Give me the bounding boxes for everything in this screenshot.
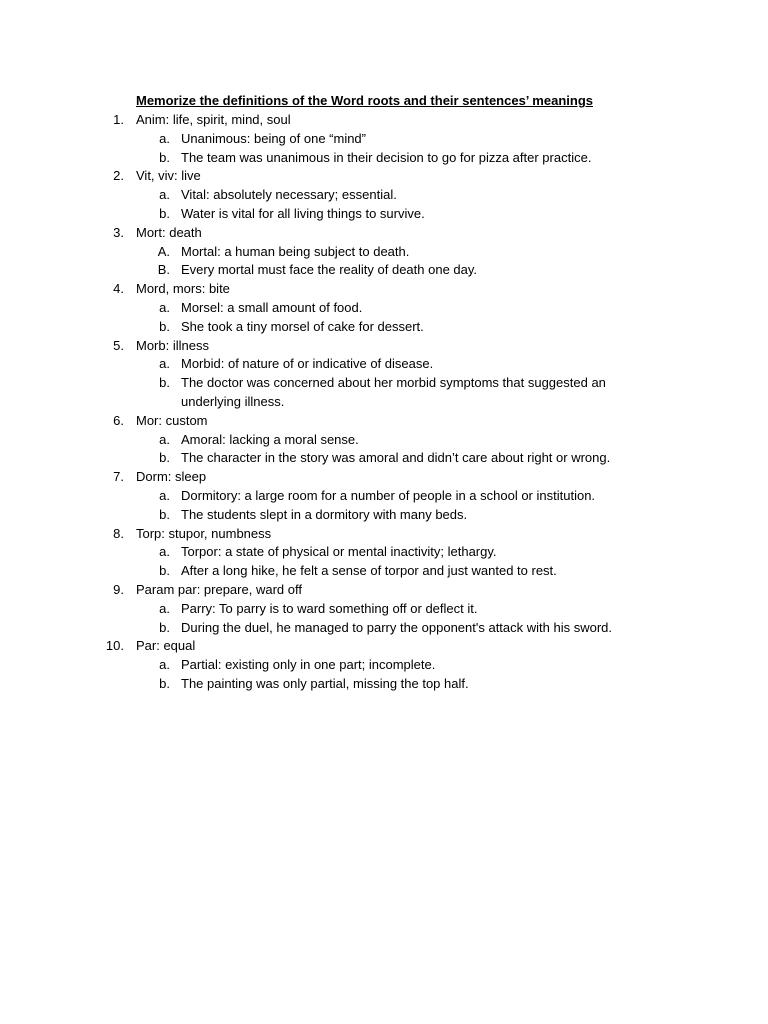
example-sentence <box>0 675 768 694</box>
example-sentence <box>0 261 768 280</box>
sub-item-marker: B. <box>157 262 170 278</box>
example-word-definition <box>0 355 768 374</box>
example-sentence <box>0 506 768 525</box>
word-root-item <box>0 280 768 299</box>
example-sentence <box>0 205 768 224</box>
word-root-definition: Vit, viv: live <box>136 168 201 184</box>
sub-item-marker: a. <box>159 487 170 503</box>
item-number: 1. <box>113 112 124 127</box>
sub-item-text: Vital: absolutely necessary; essential. <box>181 187 397 203</box>
example-word-definition <box>0 656 768 675</box>
sub-item-marker: b. <box>159 506 170 522</box>
word-root-item <box>0 581 768 600</box>
sub-item-text: Parry: To parry is to ward something off or deflect it. <box>181 600 478 616</box>
item-number: 10. <box>105 638 124 654</box>
word-root-item <box>0 167 768 186</box>
sub-item-marker: a. <box>159 356 170 372</box>
sub-item-text: The team was unanimous in their decision to go for pizza after practice. <box>181 149 592 165</box>
sub-item-text: The painting was only partial, missing the top half. <box>181 675 469 691</box>
example-sentence <box>0 562 768 581</box>
example-word-definition <box>0 431 768 450</box>
word-root-definition: Mord, mors: bite <box>136 281 230 297</box>
example-sentence <box>0 318 768 337</box>
word-root-definition: Mor: custom <box>136 412 208 428</box>
sub-item-text: She took a tiny morsel of cake for dessert. <box>181 318 424 334</box>
sub-item-text: Every mortal must face the reality of death one day. <box>181 262 478 278</box>
example-word-definition <box>0 243 768 262</box>
word-root-definition: Morb: illness <box>136 337 209 353</box>
sub-item-text: Morbid: of nature of or indicative of disease. <box>181 356 434 372</box>
sub-item-text: Unanimous: being of one “mind” <box>181 130 366 146</box>
sub-item-text: Mortal: a human being subject to death. <box>181 243 410 259</box>
sub-item-text: The character in the story was amoral and didn’t care about right or wrong. <box>181 450 611 466</box>
sub-item-text: After a long hike, he felt a sense of torpor and just wanted to rest. <box>181 563 557 579</box>
example-word-definition <box>0 130 768 149</box>
sub-item-marker: a. <box>159 544 170 560</box>
example-word-definition <box>0 186 768 205</box>
example-word-definition <box>0 299 768 318</box>
sub-item-marker: a. <box>159 657 170 673</box>
sub-item-marker: a. <box>159 600 170 616</box>
item-number: 7. <box>113 469 124 485</box>
sub-item-marker: a. <box>159 130 170 146</box>
word-root-item <box>0 468 768 487</box>
example-sentence <box>0 449 768 468</box>
word-root-item <box>0 337 768 356</box>
item-number: 8. <box>113 525 124 541</box>
sub-item-marker: b. <box>159 205 170 221</box>
word-root-definition: Par: equal <box>136 638 196 654</box>
sub-item-text: Torpor: a state of physical or mental inactivity; lethargy. <box>181 544 497 560</box>
sub-item-marker: b. <box>159 675 170 691</box>
word-root-item <box>0 412 768 431</box>
example-sentence <box>0 149 768 168</box>
sub-item-marker: b. <box>159 450 170 466</box>
word-root-item <box>0 224 768 243</box>
item-number: 9. <box>113 581 124 597</box>
item-number: 4. <box>113 281 124 297</box>
sub-item-text: Water is vital for all living things to survive. <box>181 205 425 221</box>
example-word-definition <box>0 487 768 506</box>
example-sentence <box>0 619 768 638</box>
example-sentence <box>0 374 768 393</box>
word-root-item <box>0 525 768 544</box>
word-root-definition: Anim: life, spirit, mind, soul <box>136 112 291 127</box>
sub-item-marker: a. <box>159 431 170 447</box>
word-root-definition: Param par: prepare, ward off <box>136 581 302 597</box>
item-number: 5. <box>113 337 124 353</box>
sub-item-marker: a. <box>159 187 170 203</box>
example-word-definition <box>0 600 768 619</box>
sub-item-text: Amoral: lacking a moral sense. <box>181 431 359 447</box>
word-root-list <box>0 111 768 694</box>
sub-item-text: During the duel, he managed to parry the opponent's attack with his sword. <box>181 619 613 635</box>
sub-item-text: The students slept in a dormitory with many beds. <box>181 506 468 522</box>
sub-item-marker: b. <box>159 375 170 391</box>
sub-item-marker: b. <box>159 149 170 165</box>
sub-item-marker: b. <box>159 619 170 635</box>
example-sentence <box>0 393 768 412</box>
word-root-definition: Dorm: sleep <box>136 469 207 485</box>
sub-item-marker: A. <box>157 243 170 259</box>
sub-item-marker: a. <box>159 299 170 315</box>
example-word-definition <box>0 543 768 562</box>
sub-item-text: Dormitory: a large room for a number of people in a school or institution. <box>181 487 596 503</box>
word-root-item <box>0 637 768 656</box>
sub-item-text: underlying illness. <box>181 393 285 409</box>
word-root-definition: Torp: stupor, numbness <box>136 525 272 541</box>
sub-item-marker: b. <box>159 563 170 579</box>
sub-item-text: Morsel: a small amount of food. <box>181 299 363 315</box>
word-root-item <box>0 111 768 130</box>
item-number: 6. <box>113 412 124 428</box>
sub-item-text: The doctor was concerned about her morbid symptoms that suggested an <box>181 375 606 391</box>
item-number: 3. <box>113 224 124 240</box>
item-number: 2. <box>113 168 124 184</box>
document-title: Memorize the definitions of the Word roots and their sentences’ meanings <box>136 93 593 108</box>
sub-item-text: Partial: existing only in one part; incomplete. <box>181 657 436 673</box>
word-root-definition: Mort: death <box>136 224 202 240</box>
sub-item-marker: b. <box>159 318 170 334</box>
